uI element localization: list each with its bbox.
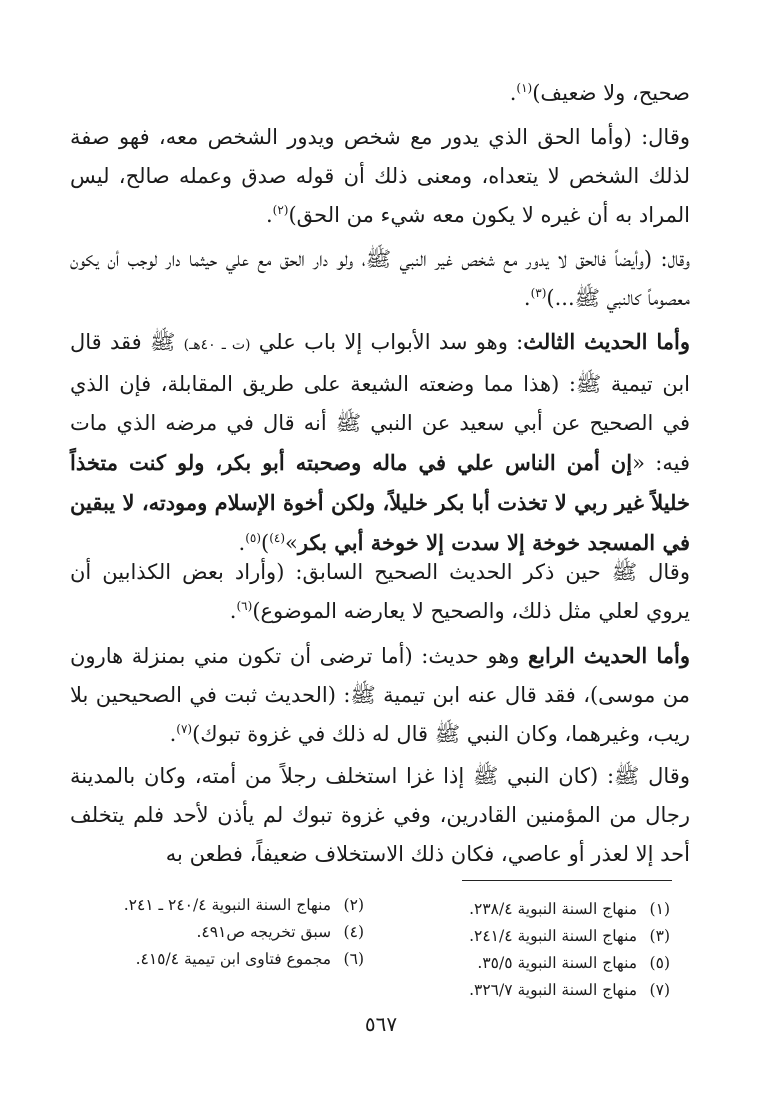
paragraph-5 — [70, 553, 690, 631]
punctuation: . — [238, 531, 246, 555]
paragraph-text: وقال ﷺ حين ذكر الحديث الصحيح السابق: (وأراد بعض الكذابين أن يروي لعلي مثل ذلك، والصحيح لا يعارضه الموضوع) — [70, 560, 690, 623]
footnote-number: (٧) — [649, 981, 670, 999]
footnote-text: منهاج السنة النبوية ٣٥/٥. — [477, 954, 638, 972]
footnote-6 — [136, 947, 364, 971]
paragraph-text: : وهو سد الأبواب إلا باب علي — [250, 330, 524, 354]
punctuation: ) — [261, 531, 270, 555]
punctuation: . — [509, 81, 517, 105]
footnote-4 — [196, 920, 364, 944]
paragraph-6 — [70, 636, 690, 754]
paragraph-7 — [70, 757, 690, 874]
footnote-5 — [477, 951, 670, 975]
footnote-7 — [469, 978, 670, 1002]
footnote-number: (٦) — [343, 950, 364, 968]
paragraph-text: وقال ﷺ: (كان النبي ﷺ إذا غزا استخلف رجلاً من أمته، وكان بالمدينة رجال من المؤمنين القادرين، وفي غزوة تبوك لم يأذن لأحد فلم يتخلف أحد إلا لعذر أو عاصي، فكان ذلك الاستخلاف ضعيفاً، فطعن به — [70, 764, 690, 866]
punctuation: . — [229, 599, 237, 623]
punctuation: . — [523, 286, 531, 310]
date-note: (ت ـ ٤٠هـ) — [183, 337, 251, 353]
footnote-ref: (٤) — [269, 531, 286, 545]
paragraph-1 — [70, 74, 690, 113]
footnote-ref: (٦) — [236, 599, 253, 613]
footnote-text: منهاج السنة النبوية ٢٤١/٤. — [469, 927, 638, 945]
page-number: ٥٦٧ — [364, 1012, 398, 1036]
footnote-text: سبق تخريجه ص٤٩١. — [196, 923, 332, 941]
paragraph-text: ﷺ فقد قال ابن تيمية ﷺ: (هذا مما وضعته الشيعة على طريق المقابلة، فإن الذي في الصحيح عن أبي سعيد عن النبي ﷺ أنه قال في مرضه الذي مات فيه: « — [70, 330, 690, 475]
footnote-ref: (٢) — [272, 203, 289, 217]
section-heading: وأما الحديث الثالث — [523, 329, 690, 354]
paragraph-3 — [70, 240, 690, 318]
footnote-separator — [462, 880, 672, 881]
footnote-text: منهاج السنة النبوية ٢٤٠/٤ ـ ٢٤١. — [123, 896, 332, 914]
footnote-2 — [124, 893, 364, 917]
footnote-number: (٣) — [649, 927, 670, 945]
paragraph-text: وهو حديث: (أما ترضى أن تكون مني بمنزلة هارون من موسى)، فقد قال عنه ابن تيمية ﷺ: (الحديث ثبت في الصحيحين بلا ريب، وغيرهما، وكان النبي ﷺ قال له ذلك في غزوة تبوك) — [70, 644, 690, 746]
footnote-text: منهاج السنة النبوية ٢٣٨/٤. — [469, 900, 638, 918]
punctuation: » — [285, 531, 298, 555]
paragraph-2 — [70, 118, 690, 235]
footnote-number: (٥) — [649, 954, 670, 972]
punctuation: . — [169, 722, 177, 746]
footnote-text: مجموع فتاوى ابن تيمية ٤١٥/٤. — [135, 950, 332, 968]
punctuation: . — [265, 203, 273, 227]
footnote-number: (١) — [649, 900, 670, 918]
hadith-quote: إن أمن الناس علي في ماله وصحبته أبو بكر، ولو كنت متخذاً خليلاً غير ربي لا تخذت أبا بكر خليلاً، ولكن أخوة الإسلام ومودته، لا يبقين في المسجد خوخة إلا سدت إلا خوخة أبي بكر — [70, 450, 690, 555]
paragraph-4 — [70, 322, 690, 563]
footnote-3 — [469, 924, 670, 948]
footnote-ref: (٥) — [245, 531, 262, 545]
paragraph-text: صحيح، ولا ضعيف) — [532, 81, 690, 105]
footnote-ref: (١) — [516, 81, 533, 95]
footnote-ref: (٣) — [530, 286, 547, 300]
section-heading: وأما الحديث الرابع — [528, 643, 690, 668]
paragraph-text: وقال: (وأما الحق الذي يدور مع شخص ويدور الشخص معه، فهو صفة لذلك الشخص لا يتعداه، ومعنى ذلك أن قوله صدق وعمله صالح، ليس المراد به أن غيره لا يكون معه شيء من الحق) — [70, 125, 690, 227]
footnote-text: منهاج السنة النبوية ٣٢٦/٧. — [469, 981, 638, 999]
paragraph-text: وقال: (وأيضاً فالحق لا يدور مع شخص غير النبي ﷺ، ولو دار الحق مع علي حيثما دار لوجب أن يكون معصوماً كالنبي ﷺ...) — [70, 247, 690, 310]
footnote-ref: (٧) — [176, 722, 193, 736]
footnote-number: (٤) — [343, 923, 364, 941]
footnote-number: (٢) — [343, 896, 364, 914]
footnote-1 — [469, 897, 670, 921]
